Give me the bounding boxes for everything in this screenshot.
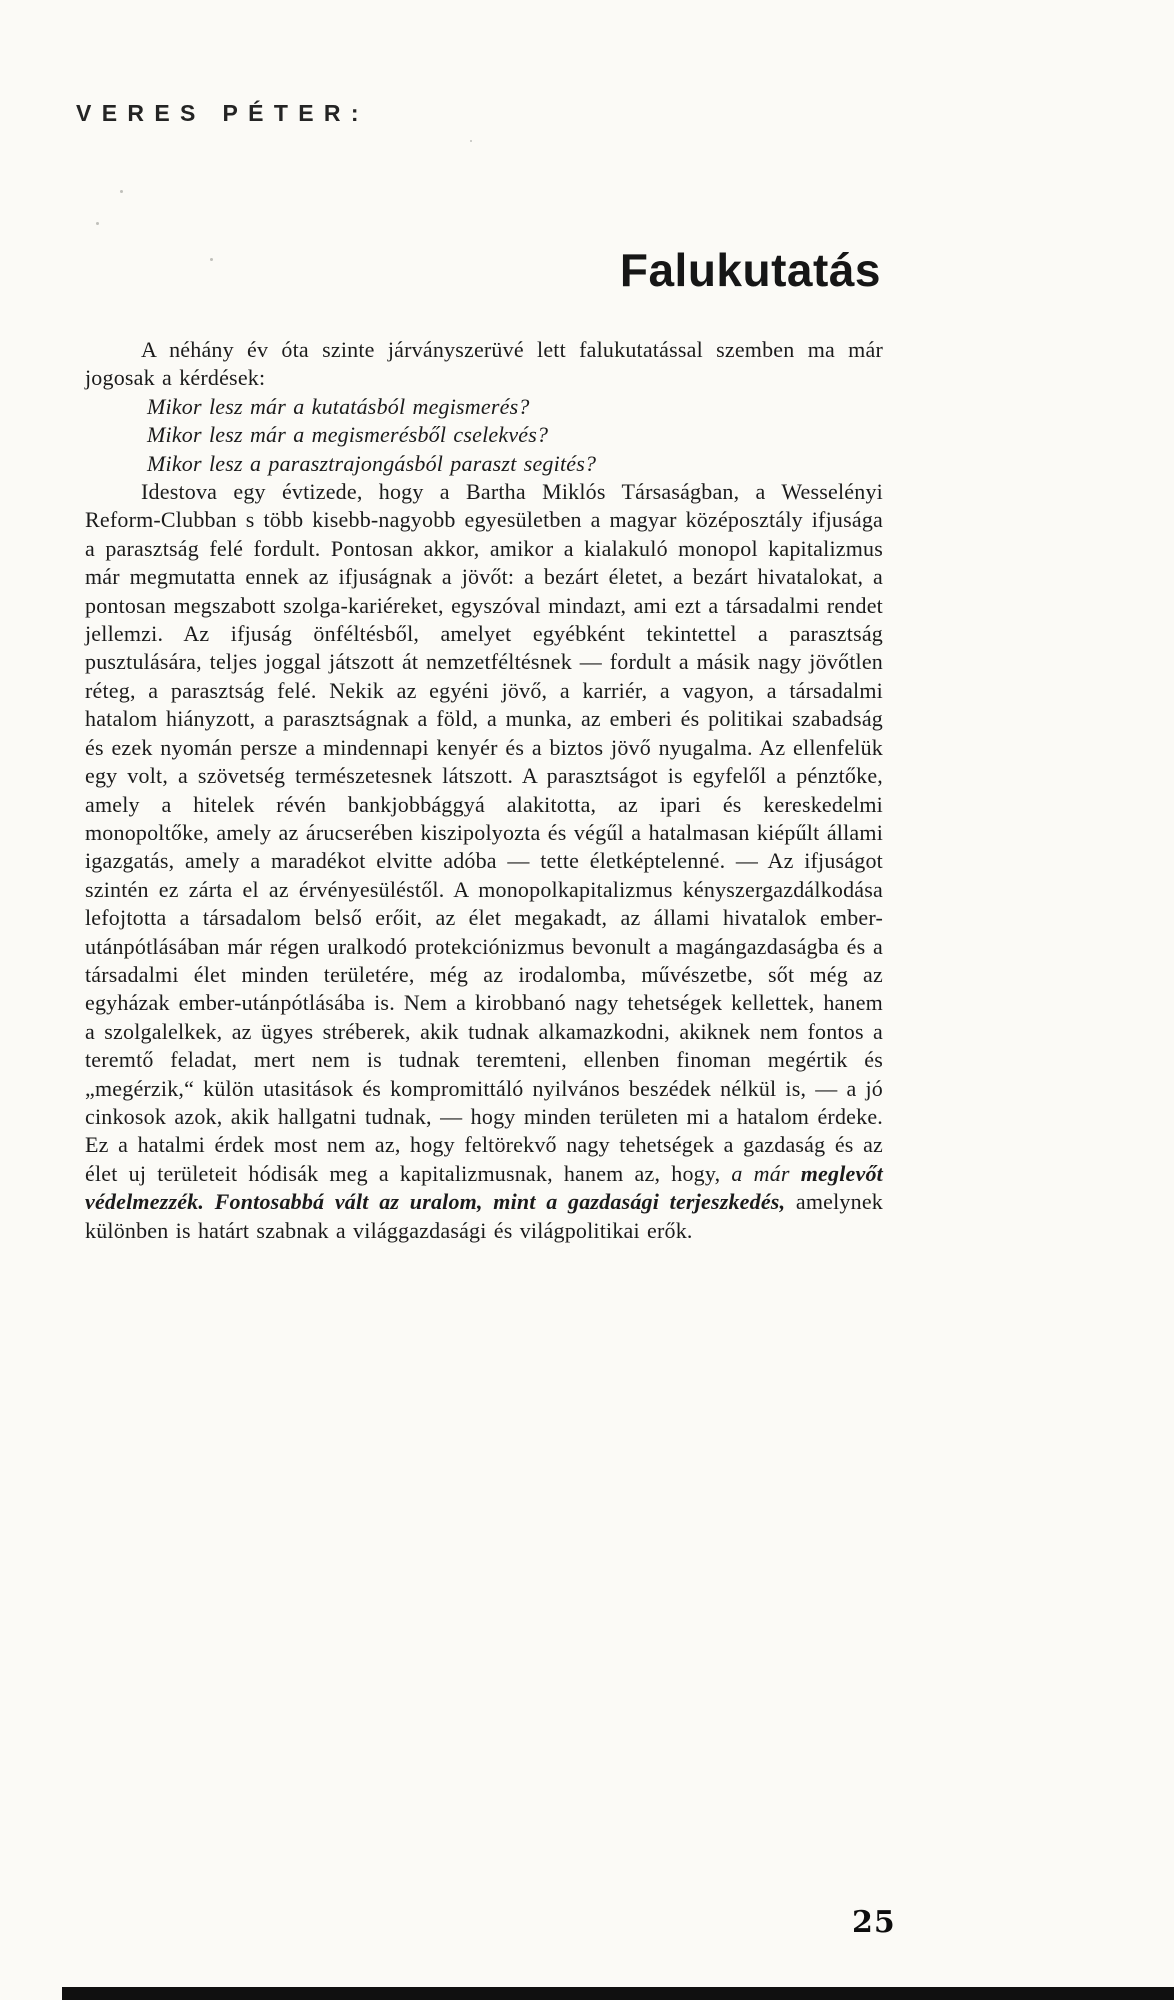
scan-speck <box>96 222 99 225</box>
intro-paragraph: A néhány év óta szinte járványszerüvé lett falukutatással szemben ma már jogosak a kérdések: <box>85 337 883 391</box>
main-paragraph <box>85 478 883 1245</box>
question-list <box>147 393 883 478</box>
scan-edge-bar <box>62 1987 1174 2000</box>
question-line: Mikor lesz már a megismerésből cselekvés? <box>147 422 549 448</box>
scan-speck <box>120 190 123 193</box>
main-paragraph-text: Idestova egy évtizede, hogy a Bartha Miklós Társaságban, a Wesselényi Reform-Clubban s több kisebb-nagyobb egyesületben a magyar középosztály ifjusága a parasztság felé fordult. Pontosan akkor, amikor a kialakuló monopol kapitalizmus már megmutatta ennek az ifjuságnak a jövőt: a bezárt életet, a bezárt hivatalokat, a pontosan megszabott szolga-kariéreket, egyszóval mindazt, ami ezt a társadalmi rendet jellemzi. Az ifjuság önféltésből, amelyet egyébként tekintettel a parasztság pusztulására, teljes joggal játszott át nemzetféltésnek — fordult a másik nagy jövőtlen réteg, a parasztság felé. Nekik az egyéni jövő, a karriér, a vagyon, a társadalmi hatalom hiányzott, a parasztságnak a föld, a munka, az emberi és politikai szabadság és ezek nyomán persze a mindennapi kenyér és a biztos jövő nyugalma. Az ellenfelük egy volt, a szövetség természetesnek látszott. A parasztságot is egyfelől a pénztőke, amely a hitelek révén bankjobbággyá alakitotta, az ipari és kereskedelmi monopoltőke, amely az árucserében kiszipolyozta és végűl a hatalmasan kiépűlt állami igazgatás, amely a maradékot elvitte adóba — tette életképtelenné. — Az ifjuságot szintén ez zárta el az érvényesüléstől. A monopolkapitalizmus kényszergazdálkodása lefojtotta a társadalom belső erőit, az élet megakadt, az állami hivatalok ember-utánpótlásában már régen uralkodó protekciónizmus bevonult a magángazdaságba és a társadalmi élet minden területére, még az irodalomba, művészetbe, sőt még az egyházak ember-utánpótlásába is. Nem a kirobbanó nagy tehetségek kellettek, hanem a szolgalelkek, az ügyes stréberek, akik tudnak alkamazkodni, akiknek nem fontos a teremtő feladat, mert nem is tudnak teremteni, ellenben finoman megértik és „megérzik,“ külön utasitások és kompromittáló nyilvános beszédek nélkül is, — a jó cinkosok azok, akik hallgatni tudnak, — hogy minden területen mi a hatalom érdeke. Ez a hatalmi érdek most nem az, hogy feltörekvő nagy tehetségek a gazdaság és az élet uj területeit hódisák meg a kapitalizmusnak, hanem az, hogy, <box>85 479 883 1186</box>
question-line: Mikor lesz a parasztrajongásból paraszt segités? <box>147 450 597 476</box>
body-text-block <box>85 336 883 1245</box>
main-paragraph-italic-lead: a már <box>731 1160 801 1186</box>
main-paragraph-tail: amelynek különben is határt szabnak a világgazdasági és világpolitikai erők. <box>85 1189 883 1243</box>
author-name: VERES PÉTER: <box>76 100 369 126</box>
question-line: Mikor lesz már a kutatásból megismerés? <box>147 393 530 419</box>
page-title: Falukutatás <box>619 244 881 296</box>
scan-speck <box>210 258 213 261</box>
main-paragraph-emphasis: meglevőt védelmezzék. Fontosabbá vált az uralom, mint a gazdasági terjeszkedés, <box>85 1160 883 1215</box>
scan-speck <box>470 140 472 142</box>
page-number: 25 <box>852 1905 896 1940</box>
